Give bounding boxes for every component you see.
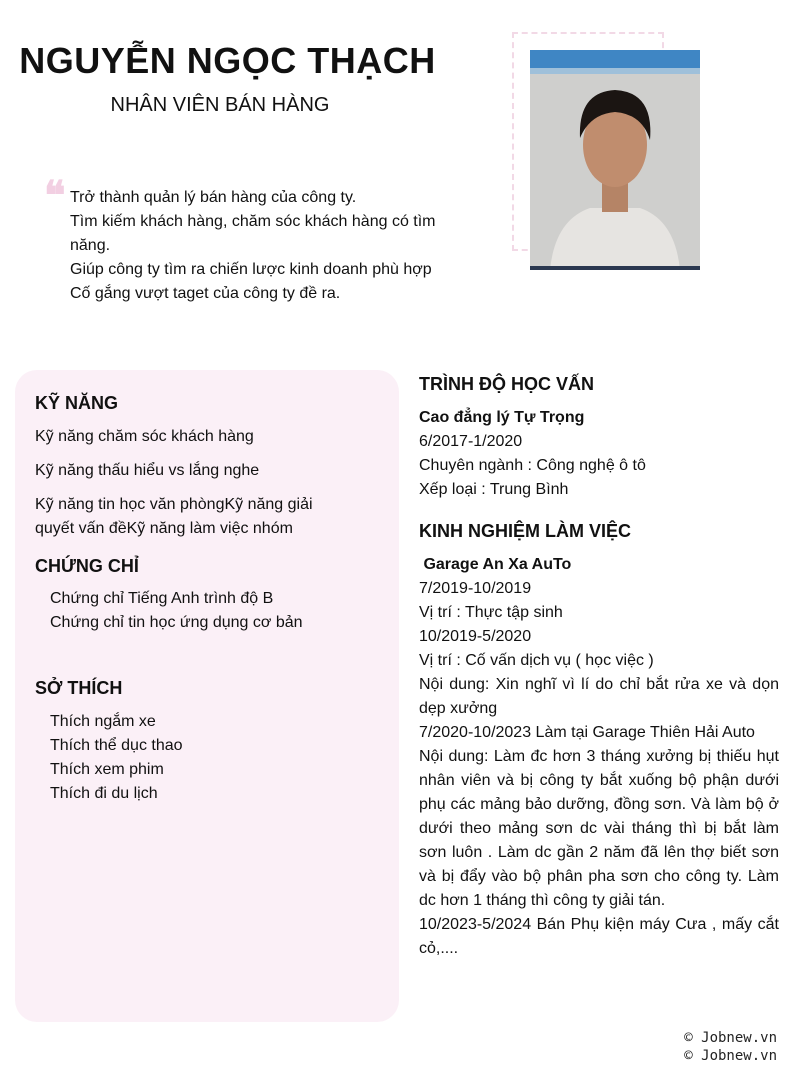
hobby-item: Thích đi du lịch (50, 785, 158, 802)
company-name: Garage An Xa AuTo (419, 556, 572, 573)
experience-line: Nội dung: Làm đc hơn 3 tháng xưởng bị thiếu hụt nhân viên và bị công ty bắt xuống bộ phận dưới phụ các mảng bảo dưỡng, đồng sơn. Và làm bộ ở dưới theo mảng sơn dc vài tháng thì bị bắt làm sơn luôn . Làm dc gần 2 năm đã lên thợ biết sơn và bị đẩy vào bộ phân pha sơn cho công ty. Làm dc hơn 1 tháng thì công ty giải tán. (419, 748, 779, 909)
watermark: © Jobnew.vn (684, 1030, 777, 1046)
quote-icon: ❝ (44, 172, 66, 219)
certificate-item: Chứng chỉ tin học ứng dụng cơ bản (50, 614, 303, 631)
education-section (419, 372, 779, 502)
objective-line: Cố gắng vượt taget của công ty đề ra. (70, 285, 341, 302)
skill-item: Kỹ năng tin học văn phòngKỹ năng giải quyết vấn đềKỹ năng làm việc nhóm (35, 496, 313, 537)
experience-line: Nội dung: Xin nghĩ vì lí do chỉ bắt rửa xe và dọn dẹp xưởng (419, 676, 779, 717)
objective-line: Trở thành quản lý bán hàng của công ty. (70, 189, 357, 206)
experience-heading: KINH NGHIỆM LÀM VIỆC (419, 521, 632, 541)
education-heading: TRÌNH ĐỘ HỌC VẤN (419, 374, 594, 394)
experience-line: Vị trí : Cố vấn dịch vụ ( học việc ) (419, 652, 654, 669)
experience-line: Vị trí : Thực tập sinh (419, 604, 563, 621)
skills-heading: KỸ NĂNG (35, 393, 119, 413)
job-title: NHÂN VIÊN BÁN HÀNG (110, 94, 330, 116)
experience-line: 7/2019-10/2019 (419, 580, 532, 597)
hobby-item: Thích xem phim (50, 761, 164, 778)
hobbies-heading: SỞ THÍCH (35, 678, 123, 698)
objective-line: Giúp công ty tìm ra chiến lược kinh doanh phù hợp (70, 261, 432, 278)
certificate-item: Chứng chỉ Tiếng Anh trình độ B (50, 590, 274, 607)
skill-item: Kỹ năng chăm sóc khách hàng (35, 428, 254, 445)
skill-item: Kỹ năng thấu hiểu vs lắng nghe (35, 462, 260, 479)
education-major: Chuyên ngành : Công nghệ ô tô (419, 457, 646, 474)
profile-photo (530, 50, 700, 270)
experience-section (419, 519, 779, 961)
objective-line: Tìm kiếm khách hàng, chăm sóc khách hàng có tìm năng. (70, 213, 436, 254)
certificates-heading: CHỨNG CHỈ (35, 556, 139, 576)
experience-line: 10/2023-5/2024 Bán Phụ kiện máy Cưa , mấy cắt cỏ,.... (419, 916, 779, 957)
education-period: 6/2017-1/2020 (419, 433, 523, 450)
career-objective (70, 186, 440, 306)
watermark: © Jobnew.vn (684, 1048, 777, 1064)
school-name: Cao đẳng lý Tự Trọng (419, 409, 585, 426)
experience-line: 10/2019-5/2020 (419, 628, 532, 645)
experience-line: 7/2020-10/2023 Làm tại Garage Thiên Hải Auto (419, 724, 755, 741)
hobby-item: Thích ngắm xe (50, 713, 156, 730)
candidate-name: NGUYỄN NGỌC THẠCH (19, 40, 436, 81)
education-grade: Xếp loại : Trung Bình (419, 481, 569, 498)
hobby-item: Thích thể dục thao (50, 737, 183, 754)
